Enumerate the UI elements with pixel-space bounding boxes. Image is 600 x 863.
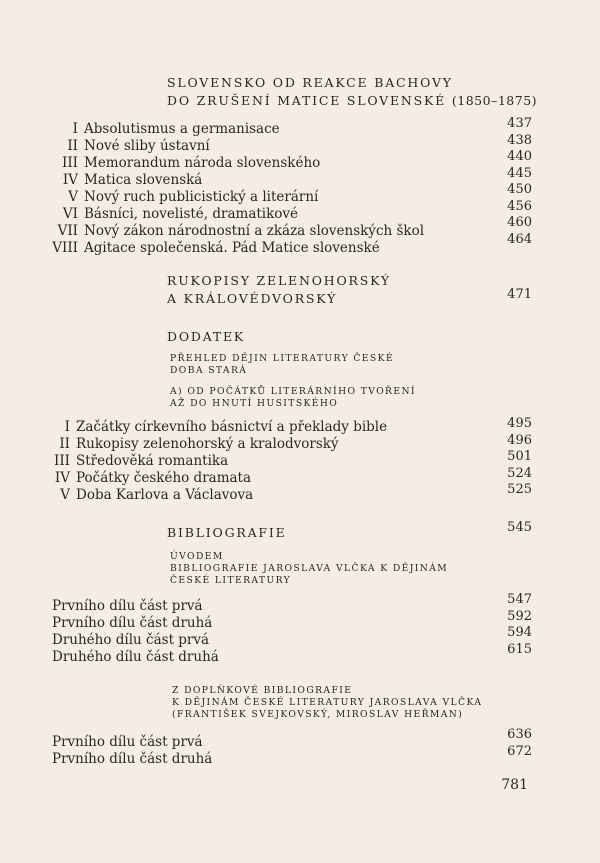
toc-page: 525: [507, 482, 532, 497]
toc-title: Rukopisy zelenohorský a kralodvorský: [76, 436, 339, 452]
subheading-line: (FRANTIŠEK SVEJKOVSKÝ, MIROSLAV HEŘMAN): [172, 709, 464, 720]
toc-list-section1: [0, 121, 600, 257]
toc-entry: [0, 223, 600, 240]
toc-title: Doba Karlova a Václavova: [76, 487, 254, 503]
toc-entry: [0, 632, 600, 649]
heading-years: (1850–1875): [451, 93, 538, 108]
toc-entry: [0, 121, 600, 138]
toc-numeral: VI: [62, 206, 78, 222]
section-heading-slovensko: [167, 74, 537, 110]
toc-numeral: I: [72, 121, 78, 137]
toc-entry: [0, 240, 600, 257]
toc-list-section5: [0, 734, 600, 768]
toc-title: Počátky českého dramata: [76, 470, 252, 486]
subheading-od-pocatku: [170, 386, 416, 410]
subheading-line: ČESKÉ LITERATURY: [170, 575, 292, 586]
toc-page: 438: [507, 132, 532, 148]
toc-page: 440: [507, 149, 532, 164]
section-heading-dodatek: DODATEK: [167, 329, 246, 344]
toc-numeral: V: [68, 189, 78, 205]
subheading-uvodem: ÚVODEM: [170, 551, 224, 562]
toc-entry: [0, 138, 600, 155]
toc-title: Druhého dílu část prvá: [52, 632, 210, 648]
heading-line: [167, 92, 537, 110]
toc-numeral: III: [62, 155, 78, 171]
toc-numeral: IV: [62, 172, 78, 188]
toc-title: Básníci, novelisté, dramatikové: [84, 206, 299, 222]
toc-numeral: II: [59, 436, 70, 452]
subheading-prehled: [170, 353, 394, 377]
toc-entry: [0, 189, 600, 206]
toc-page: 460: [507, 215, 532, 230]
subheading-line: DOBA STARÁ: [170, 365, 248, 376]
toc-page: 615: [507, 641, 532, 657]
toc-page: 545: [507, 520, 532, 535]
toc-title: Memorandum národa slovenského: [84, 155, 321, 171]
toc-page: 471: [507, 287, 532, 302]
toc-entry: [0, 649, 600, 666]
toc-title: Nový ruch publicistický a literární: [84, 189, 319, 205]
subheading-line: BIBLIOGRAFIE JAROSLAVA VLČKA K DĚJINÁM: [170, 563, 449, 574]
toc-entry: [0, 206, 600, 223]
heading-line: RUKOPISY ZELENOHORSKÝ: [167, 273, 391, 288]
toc-entry: [0, 470, 600, 487]
toc-page: 450: [507, 182, 532, 197]
section-heading-rukopisy: [167, 272, 391, 308]
heading-line: A KRÁLOVÉDVORSKÝ: [167, 291, 338, 306]
toc-title: Začátky církevního básnictví a překlady bible: [76, 419, 388, 435]
section-heading-bibliografie: BIBLIOGRAFIE: [167, 525, 287, 540]
toc-page: 524: [507, 465, 532, 481]
toc-list-section3: [0, 419, 600, 504]
toc-entry: [0, 751, 600, 768]
subheading-line: A) OD POČÁTKŮ LITERÁRNÍHO TVOŘENÍ: [170, 386, 416, 397]
toc-numeral: VII: [57, 223, 78, 239]
toc-page: 672: [507, 743, 532, 759]
toc-page: 437: [507, 116, 532, 131]
subheading-bibliografie-vlcka: [170, 563, 448, 587]
toc-title: Absolutismus a germanisace: [84, 121, 280, 137]
toc-numeral: II: [67, 138, 78, 154]
subheading-line: AŽ DO HNUTÍ HUSITSKÉHO: [170, 398, 339, 409]
toc-page: 456: [507, 198, 532, 214]
toc-page: 496: [507, 432, 532, 448]
heading-text: DO ZRUŠENÍ MATICE SLOVENSKÉ: [167, 93, 447, 108]
toc-numeral: IV: [54, 470, 70, 486]
subheading-line: K DĚJINÁM ČESKÉ LITERATURY JAROSLAVA VLČKA: [172, 697, 483, 708]
toc-page: 547: [507, 592, 532, 607]
toc-page: 594: [507, 625, 532, 640]
toc-page: 636: [507, 727, 532, 742]
toc-entry: [0, 172, 600, 189]
toc-entry: [0, 436, 600, 453]
toc-entry: [0, 615, 600, 632]
toc-entry: [0, 598, 600, 615]
toc-title: Prvního dílu část druhá: [52, 751, 213, 767]
subheading-line: PŘEHLED DĚJIN LITERATURY ČESKÉ: [170, 353, 394, 364]
toc-list-section4: [0, 598, 600, 666]
toc-entry: [0, 155, 600, 172]
toc-title: Matica slovenská: [84, 172, 203, 188]
subheading-line: Z DOPLŇKOVÉ BIBLIOGRAFIE: [172, 685, 353, 696]
toc-numeral: VIII: [52, 240, 78, 256]
toc-title: Prvního dílu část prvá: [52, 734, 203, 750]
toc-page: 464: [507, 231, 532, 247]
toc-page: 592: [507, 608, 532, 624]
toc-numeral: III: [54, 453, 70, 469]
toc-title: Nový zákon národnostní a zkáza slovenských škol: [84, 223, 425, 239]
toc-page: 495: [507, 416, 532, 431]
subheading-doplnkova-bibliografie: [172, 685, 482, 721]
toc-title: Agitace společenská. Pád Matice slovenské: [84, 240, 380, 256]
toc-page: 501: [507, 449, 532, 464]
toc-numeral: V: [60, 487, 70, 503]
toc-title: Prvního dílu část druhá: [52, 615, 213, 631]
toc-entry: [0, 734, 600, 751]
heading-line: SLOVENSKO OD REAKCE BACHOVY: [167, 75, 453, 90]
toc-page: 445: [507, 165, 532, 181]
toc-title: Středověká romantika: [76, 453, 229, 469]
toc-entry: [0, 419, 600, 436]
toc-title: Nové sliby ústavní: [84, 138, 210, 154]
toc-numeral: I: [64, 419, 70, 435]
page-number: 781: [501, 777, 528, 793]
toc-entry: [0, 487, 600, 504]
toc-title: Prvního dílu část prvá: [52, 598, 203, 614]
toc-title: Druhého dílu část druhá: [52, 649, 219, 665]
toc-entry: [0, 453, 600, 470]
